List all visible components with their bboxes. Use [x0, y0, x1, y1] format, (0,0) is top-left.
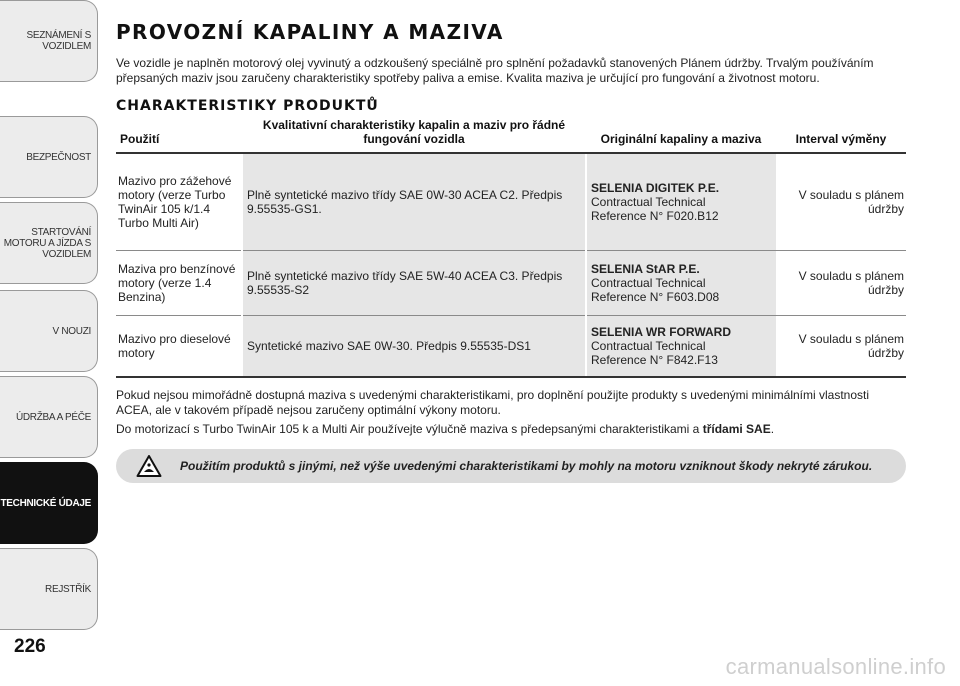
table-row	[116, 153, 906, 251]
oil-name: SELENIA WR FORWARD	[591, 325, 731, 339]
oil-reference-code: Reference N° F020.B12	[591, 209, 719, 223]
tab-bezpecnost[interactable]: BEZPEČNOST	[0, 116, 98, 198]
header-characteristics: Kvalitativní charakteristiky kapalin a maziv pro řádné fungování vozidla	[242, 116, 586, 153]
cell-spec: Plně syntetické mazivo třídy SAE 5W-40 ACEA C3. Předpis 9.55535-S2	[242, 251, 586, 316]
tab-rejstrik[interactable]: REJSTŘÍK	[0, 548, 98, 630]
cell-oil	[586, 316, 776, 378]
warning-text: Použitím produktů s jinými, než výše uvedenými charakteristikami by mohly na motoru vzniknout škody nekryté zárukou.	[180, 459, 873, 473]
cell-oil	[586, 251, 776, 316]
cell-oil	[586, 153, 776, 251]
section-title: CHARAKTERISTIKY PRODUKTŮ	[116, 98, 379, 114]
cell-spec: Syntetické mazivo SAE 0W-30. Předpis 9.55535-DS1	[242, 316, 586, 378]
warning-triangle-icon	[136, 454, 162, 478]
tab-v-nouzi[interactable]: V NOUZI	[0, 290, 98, 372]
cell-use: Mazivo pro zážehové motory (verze Turbo TwinAir 105 k/1.4 Turbo Multi Air)	[116, 153, 242, 251]
cell-spec: Plně syntetické mazivo třídy SAE 0W-30 ACEA C2. Předpis 9.55535-GS1.	[242, 153, 586, 251]
turbo-twinair-note: Do motorizací s Turbo TwinAir 105 k a Multi Air používejte výlučně maziva s předepsanými charakteristikami a třídami SAE.	[116, 422, 775, 436]
table-header-row	[116, 116, 906, 153]
table-row	[116, 251, 906, 316]
table-row	[116, 316, 906, 378]
oil-reference-line: Contractual Technical	[591, 276, 706, 290]
tab-startovani[interactable]: STARTOVÁNÍ MOTORU A JÍZDA S VOZIDLEM	[0, 202, 98, 284]
tab-seznameni-s-vozidlem[interactable]: SEZNÁMENÍ S VOZIDLEM	[0, 0, 98, 82]
header-original-fluids: Originální kapaliny a maziva	[586, 116, 776, 153]
cell-interval: V souladu s plánem údržby	[776, 316, 906, 378]
watermark: carmanualsonline.info	[725, 654, 946, 679]
oil-reference-line: Contractual Technical	[591, 339, 706, 353]
cell-interval: V souladu s plánem údržby	[776, 251, 906, 316]
oil-reference-code: Reference N° F842.F13	[591, 353, 718, 367]
warranty-warning-box	[116, 449, 906, 483]
header-use: Použití	[116, 116, 242, 153]
page-title: PROVOZNÍ KAPALINY A MAZIVA	[116, 20, 504, 44]
oil-name: SELENIA DIGITEK P.E.	[591, 181, 720, 195]
availability-note: Pokud nejsou mimořádně dostupná maziva s uvedenými charakteristikami, pro doplnění použijte produkty s uvedenými minimálními vlastnosti ACEA, ale v takovém případě nejsou zaručeny optimální výkony motoru.	[116, 388, 870, 417]
oil-reference-code: Reference N° F603.D08	[591, 290, 720, 304]
tab-technicke-udaje[interactable]: TECHNICKÉ ÚDAJE	[0, 462, 98, 544]
sae-classes-emphasis: třídami SAE	[702, 422, 771, 436]
cell-use: Mazivo pro dieselové motory	[116, 316, 242, 378]
cell-use: Maziva pro benzínové motory (verze 1.4 Benzina)	[116, 251, 242, 316]
main-content	[116, 20, 906, 483]
cell-interval: V souladu s plánem údržby	[776, 153, 906, 251]
intro-paragraph: Ve vozidle je naplněn motorový olej vyvinutý a odzkoušený speciálně pro splnění požadavků stanovených Plánem údržby. Trvalým používáním přepsaných maziv jsou zaručeny charakteristiky spotřeby paliva a emise. Kvalita maziva je určující pro fungování a životnost motoru.	[116, 56, 874, 85]
page-number: 226	[14, 636, 46, 657]
product-characteristics-table	[116, 116, 906, 378]
oil-name: SELENIA StAR P.E.	[591, 262, 700, 276]
side-navigation	[0, 0, 100, 640]
oil-reference-line: Contractual Technical	[591, 195, 706, 209]
tab-udrzba-a-pece[interactable]: ÚDRŽBA A PÉČE	[0, 376, 98, 458]
header-interval: Interval výměny	[776, 116, 906, 153]
